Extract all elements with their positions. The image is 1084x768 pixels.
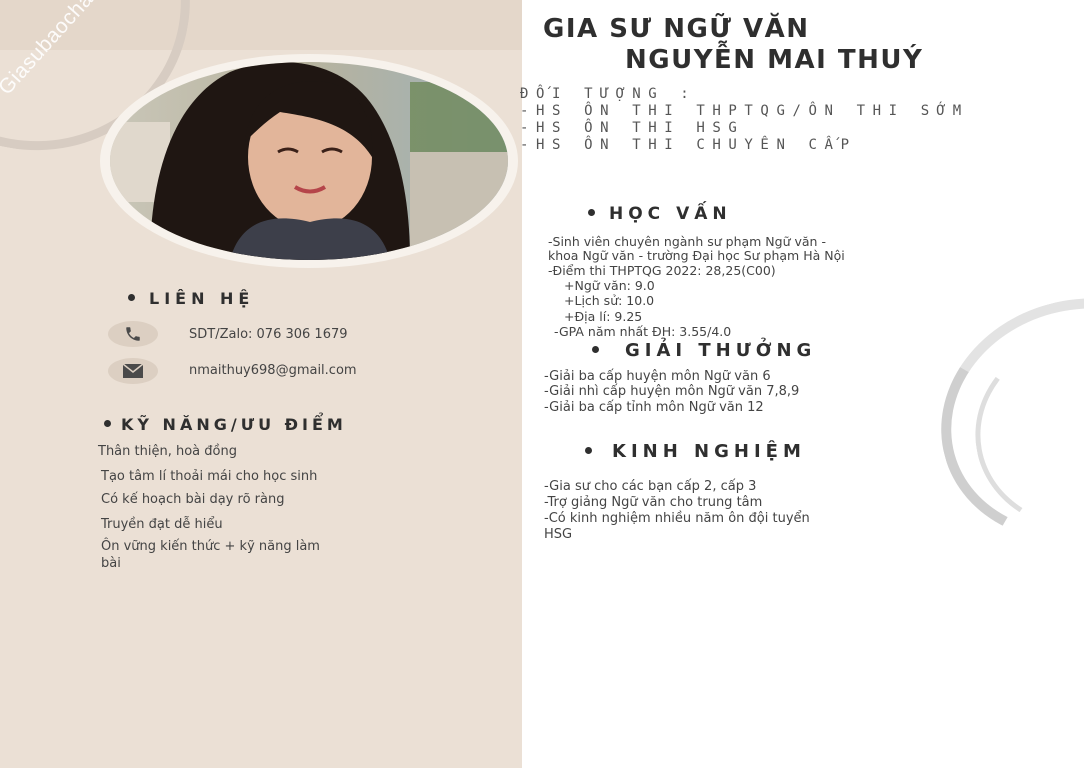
award-item: -Giải ba cấp huyện môn Ngữ văn 6 (544, 369, 771, 384)
skill-item: Có kế hoạch bài dạy rõ ràng (101, 492, 285, 507)
contact-heading: LIÊN HỆ (128, 289, 254, 308)
phone-icon (108, 321, 158, 347)
bullet-icon (588, 209, 595, 216)
skill-item: bài (101, 556, 121, 571)
skills-heading: KỸ NĂNG/ƯU ĐIỂM (104, 415, 347, 434)
education-heading: HỌC VẤN (588, 204, 732, 224)
experience-heading: KINH NGHIỆM (585, 441, 806, 462)
education-line: -Điểm thi THPTQG 2022: 28,25(C00) (548, 263, 776, 278)
target-item: -HS ÔN THI HSG (520, 120, 745, 136)
education-line: +Ngữ văn: 9.0 (564, 278, 655, 293)
envelope-icon (108, 358, 158, 384)
award-item: -Giải ba cấp tỉnh môn Ngữ văn 12 (544, 400, 764, 415)
skill-item: Ôn vững kiến thức + kỹ năng làm (101, 539, 320, 554)
experience-item: -Gia sư cho các bạn cấp 2, cấp 3 (544, 479, 757, 494)
contact-email[interactable]: nmaithuy698@gmail.com (189, 363, 357, 378)
education-line: khoa Ngữ văn - trường Đại học Sư phạm Hà Nội (548, 248, 845, 263)
skill-item: Tạo tâm lí thoải mái cho học sinh (101, 469, 318, 484)
target-item: -HS ÔN THI CHUYÊN CẤP (520, 137, 857, 153)
bullet-icon (128, 294, 135, 301)
education-line: +Lịch sử: 10.0 (564, 293, 655, 308)
education-line: -GPA năm nhất ĐH: 3.55/4.0 (554, 324, 732, 339)
skill-item: Thân thiện, hoà đồng (98, 444, 237, 459)
education-line: -Sinh viên chuyên ngành sư phạm Ngữ văn - (548, 234, 826, 249)
experience-item: -Có kinh nghiệm nhiều năm ôn đội tuyển (544, 511, 810, 526)
bullet-icon (592, 346, 599, 353)
target-label: ĐỐI TƯỢNG : (520, 86, 697, 102)
contact-phone: SDT/Zalo: 076 306 1679 (189, 327, 348, 342)
profile-photo (110, 62, 508, 260)
education-line: +Địa lí: 9.25 (564, 309, 643, 324)
experience-item: -Trợ giảng Ngữ văn cho trung tâm (544, 495, 763, 510)
target-item: -HS ÔN THI THPTQG/ÔN THI SỚM (520, 103, 969, 119)
experience-item: HSG (544, 527, 573, 542)
skill-item: Truyền đạt dễ hiểu (101, 517, 223, 532)
bullet-icon (104, 420, 111, 427)
bullet-icon (585, 447, 592, 454)
awards-heading: GIẢI THƯỞNG (592, 340, 816, 361)
page-title-line-1: GIA SƯ NGỮ VĂN (543, 14, 810, 44)
award-item: -Giải nhì cấp huyện môn Ngữ văn 7,8,9 (544, 384, 800, 399)
page-title-line-2: NGUYỄN MAI THUÝ (625, 45, 924, 75)
